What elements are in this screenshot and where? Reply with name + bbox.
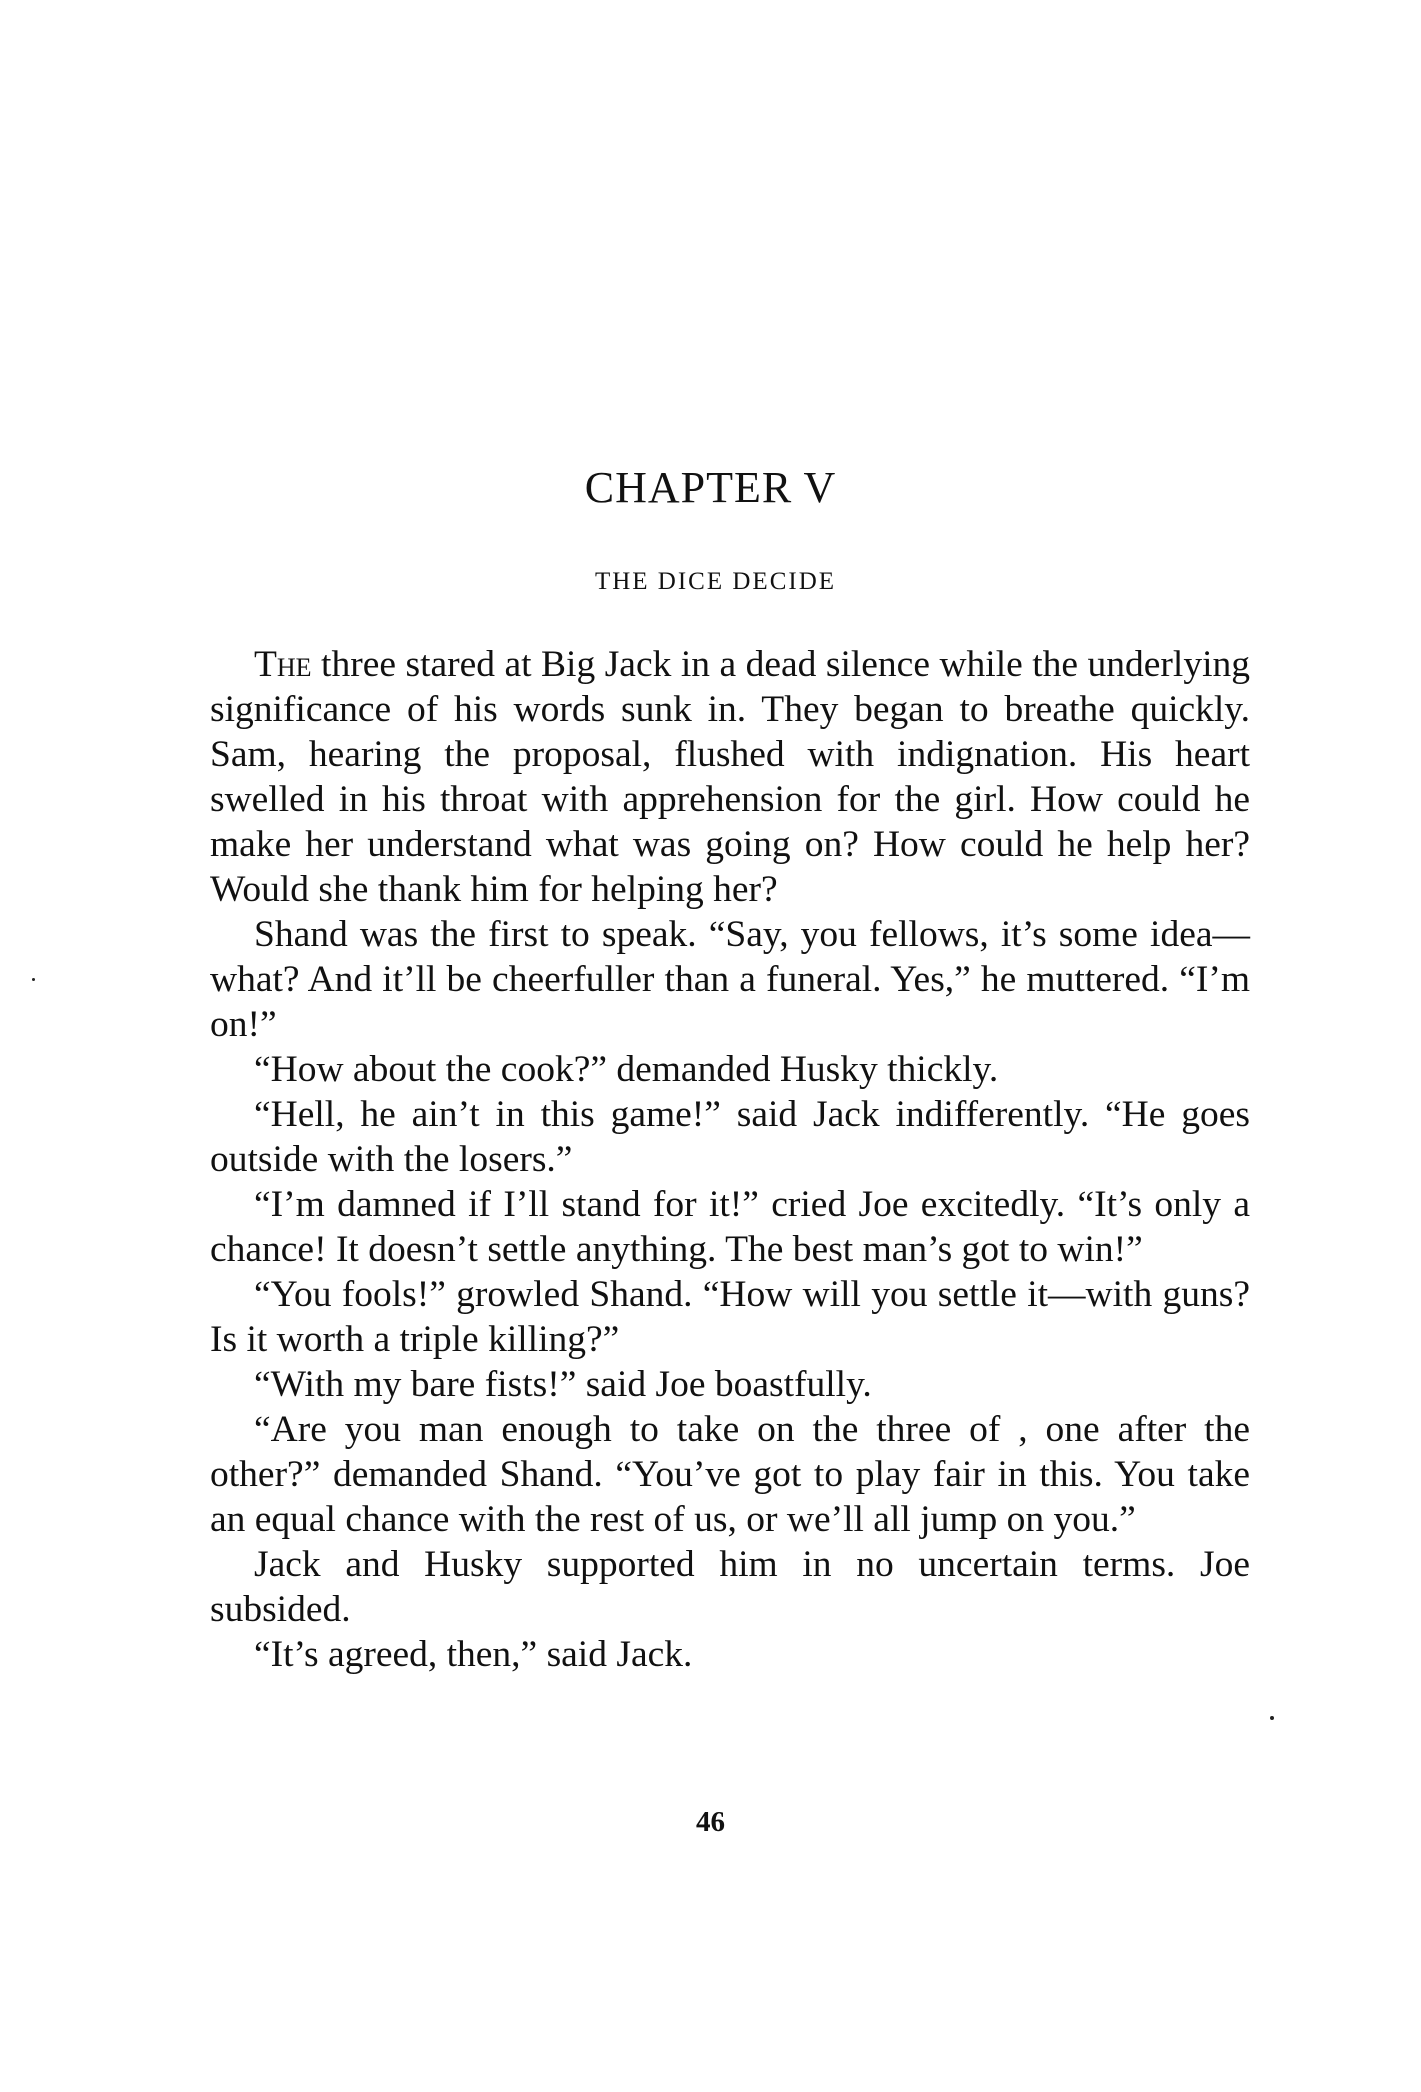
paragraph: “I’m damned if I’ll stand for it!” cried Joe excitedly. “It’s only a chance! It doesn’t settle anything. The best man’s got to win!” xyxy=(210,1184,1250,1270)
paragraph: Shand was the first to speak. “Say, you fellows, it’s some idea—what? And it’ll be cheerfuller than a funeral. Yes,” he muttered. “I’m on!” xyxy=(210,914,1250,1045)
paragraph xyxy=(210,642,1250,912)
paragraph: “Hell, he ain’t in this game!” said Jack indifferently. “He goes outside with the losers.” xyxy=(210,1094,1250,1180)
chapter-heading: CHAPTER V xyxy=(584,463,837,512)
paragraph-text: three stared at Big Jack in a dead silence while the underlying significance of his words sunk in. They began to breathe quickly. Sam, hearing the proposal, flushed with indignation. His heart swelled in his throat with apprehension for the girl. How could he make her understand what was going on? How could he help her? Would she thank him for helping her? xyxy=(210,644,1250,910)
ink-speck xyxy=(32,978,35,981)
opening-word: The xyxy=(254,644,312,685)
paragraph: “How about the cook?” demanded Husky thickly. xyxy=(254,1049,999,1090)
paragraph: “It’s agreed, then,” said Jack. xyxy=(254,1634,693,1675)
paragraph: “Are you man enough to take on the three of , one after the other?” demanded Shand. “You’ve got to play fair in this. You take an equal chance with the rest of us, or we’ll all jump on you.” xyxy=(210,1409,1250,1540)
paragraph: “You fools!” growled Shand. “How will you settle it—with guns? Is it worth a triple killing?” xyxy=(210,1274,1250,1360)
page-number: 46 xyxy=(696,1806,725,1838)
chapter-body xyxy=(210,642,1250,1677)
ink-speck xyxy=(1270,1716,1274,1720)
chapter-subtitle: THE DICE DECIDE xyxy=(594,568,837,595)
paragraph: Jack and Husky supported him in no uncertain terms. Joe subsided. xyxy=(210,1544,1250,1630)
paragraph: “With my bare fists!” said Joe boastfully. xyxy=(254,1364,872,1405)
